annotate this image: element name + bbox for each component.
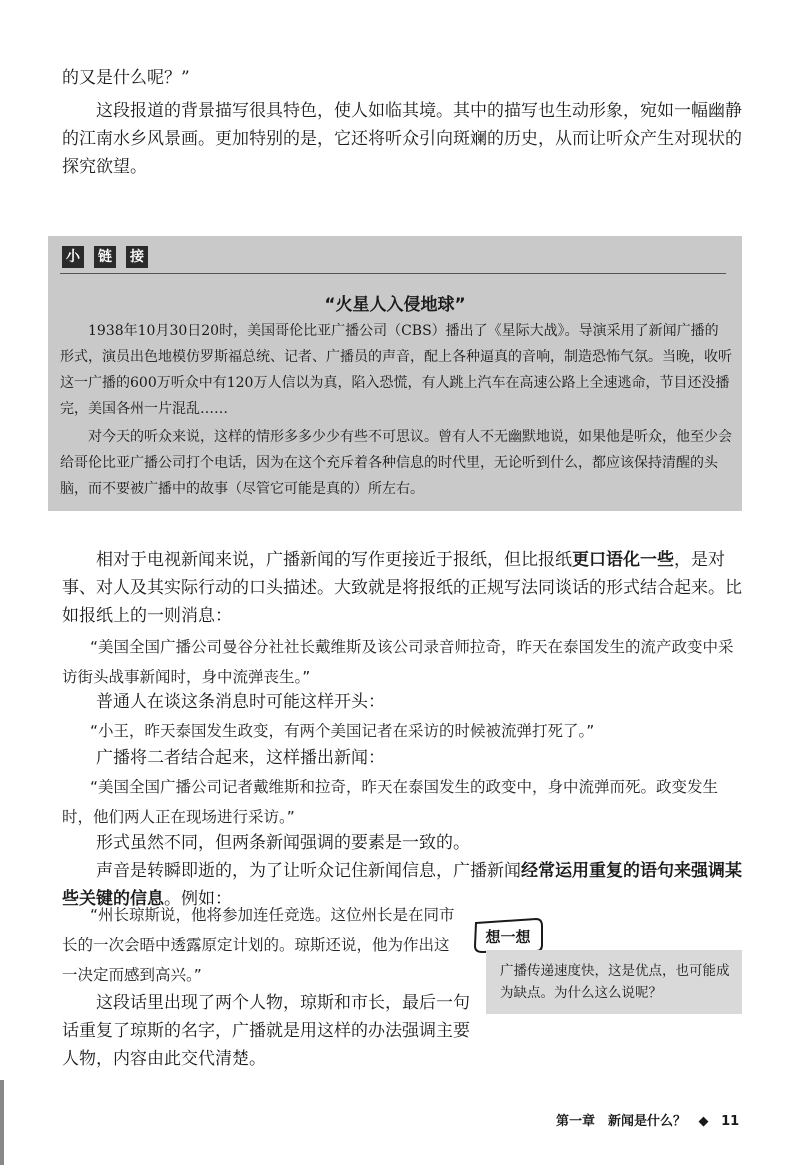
sidebar-tag-2: 链	[94, 246, 116, 268]
body-paragraph-2: 普通人在谈这条消息时可能这样开头：	[96, 692, 385, 712]
quote-casual: “小王，昨天泰国发生政变，有两个美国记者在采访的时候被流弹打死了。”	[90, 722, 595, 740]
intro-line: 的又是什么呢？”	[62, 68, 190, 88]
think-question: 广播传递速度快，这是优点，也可能成为缺点。为什么这么说呢？	[500, 963, 730, 1001]
sidebar-title: “火星人入侵地球”	[324, 295, 466, 315]
sidebar-divider	[60, 273, 726, 274]
page-footer	[556, 1110, 739, 1129]
body-paragraph-6: 这段话里出现了两个人物，琼斯和市长，最后一句话重复了琼斯的名字，广播就是用这样的办法强调主要人物，内容由此交代清楚。	[62, 993, 470, 1069]
sidebar-paragraph-2: 对今天的听众来说，这样的情形多多少少有些不可思议。曾有人不无幽默地说，如果他是听众，他至少会给哥伦比亚广播公司打个电话，因为在这个充斥着各种信息的时代里，无论听到什么，都应该保持清醒的头脑，而不要被广播中的故事（尽管它可能是真的）所左右。	[60, 429, 732, 497]
footer-chapter: 第一章 新闻是什么？	[556, 1114, 687, 1129]
quote-governor: “州长琼斯说，他将参加连任竞选。这位州长是在同市长的一次会晤中透露原定计划的。琼斯还说，他为作出这一决定而感到高兴。”	[62, 906, 455, 984]
body-paragraph-1-b: ，是对事、对人及其实际行动的口头描述。大致就是将报纸的正规写法同谈话的形式结合起来。比如报纸上的一则消息：	[62, 550, 742, 626]
quote-broadcast: “美国全国广播公司记者戴维斯和拉奇，昨天在泰国发生的政变中，身中流弹而死。政变发生时，他们两人正在现场进行采访。”	[62, 778, 719, 826]
page-number: 11	[721, 1114, 740, 1129]
body-paragraph-3: 广播将二者结合起来，这样播出新闻：	[96, 748, 385, 768]
body-paragraph-1	[62, 546, 744, 630]
think-badge-label: 想一想	[485, 928, 531, 946]
quote-newspaper: “美国全国广播公司曼谷分社社长戴维斯及该公司录音师拉奇，昨天在泰国发生的流产政变中采访街头战事新闻时，身中流弹丧生。”	[62, 638, 734, 686]
body-paragraph-5-b: 。例如：	[164, 889, 232, 909]
body-paragraph-5-emphasis: 经常运用重复的语句来强调某些关键的信息	[62, 861, 742, 909]
body-paragraph-1-emphasis: 更口语化一些	[572, 550, 674, 570]
sidebar-tag-1: 小	[62, 246, 84, 268]
intro-paragraph: 这段报道的背景描写很具特色，使人如临其境。其中的描写也生动形象，宛如一幅幽静的江南水乡风景画。更加特别的是，它还将听众引向斑斓的历史，从而让听众产生对现状的探究欲望。	[62, 101, 742, 177]
sidebar-tag-3: 接	[126, 246, 148, 268]
binding-edge	[0, 1080, 4, 1165]
body-paragraph-4: 形式虽然不同，但两条新闻强调的要素是一致的。	[96, 833, 470, 853]
footer-diamond-icon: ◆	[698, 1114, 709, 1129]
body-paragraph-5-a: 声音是转瞬即逝的，为了让听众记住新闻信息，广播新闻	[96, 861, 521, 881]
body-paragraph-1-a: 相对于电视新闻来说，广播新闻的写作更接近于报纸，但比报纸	[96, 550, 572, 570]
sidebar-paragraph-1: 1938年10月30日20时，美国哥伦比亚广播公司（CBS）播出了《星际大战》。导演采用了新闻广播的形式，演员出色地模仿罗斯福总统、记者、广播员的声音，配上各种逼真的音响，制造恐怖气氛。当晚，收听这一广播的600万听众中有120万人信以为真，陷入恐慌，有人跳上汽车在高速公路上全速逃命，节目还没播完，美国各州一片混乱……	[60, 323, 732, 417]
